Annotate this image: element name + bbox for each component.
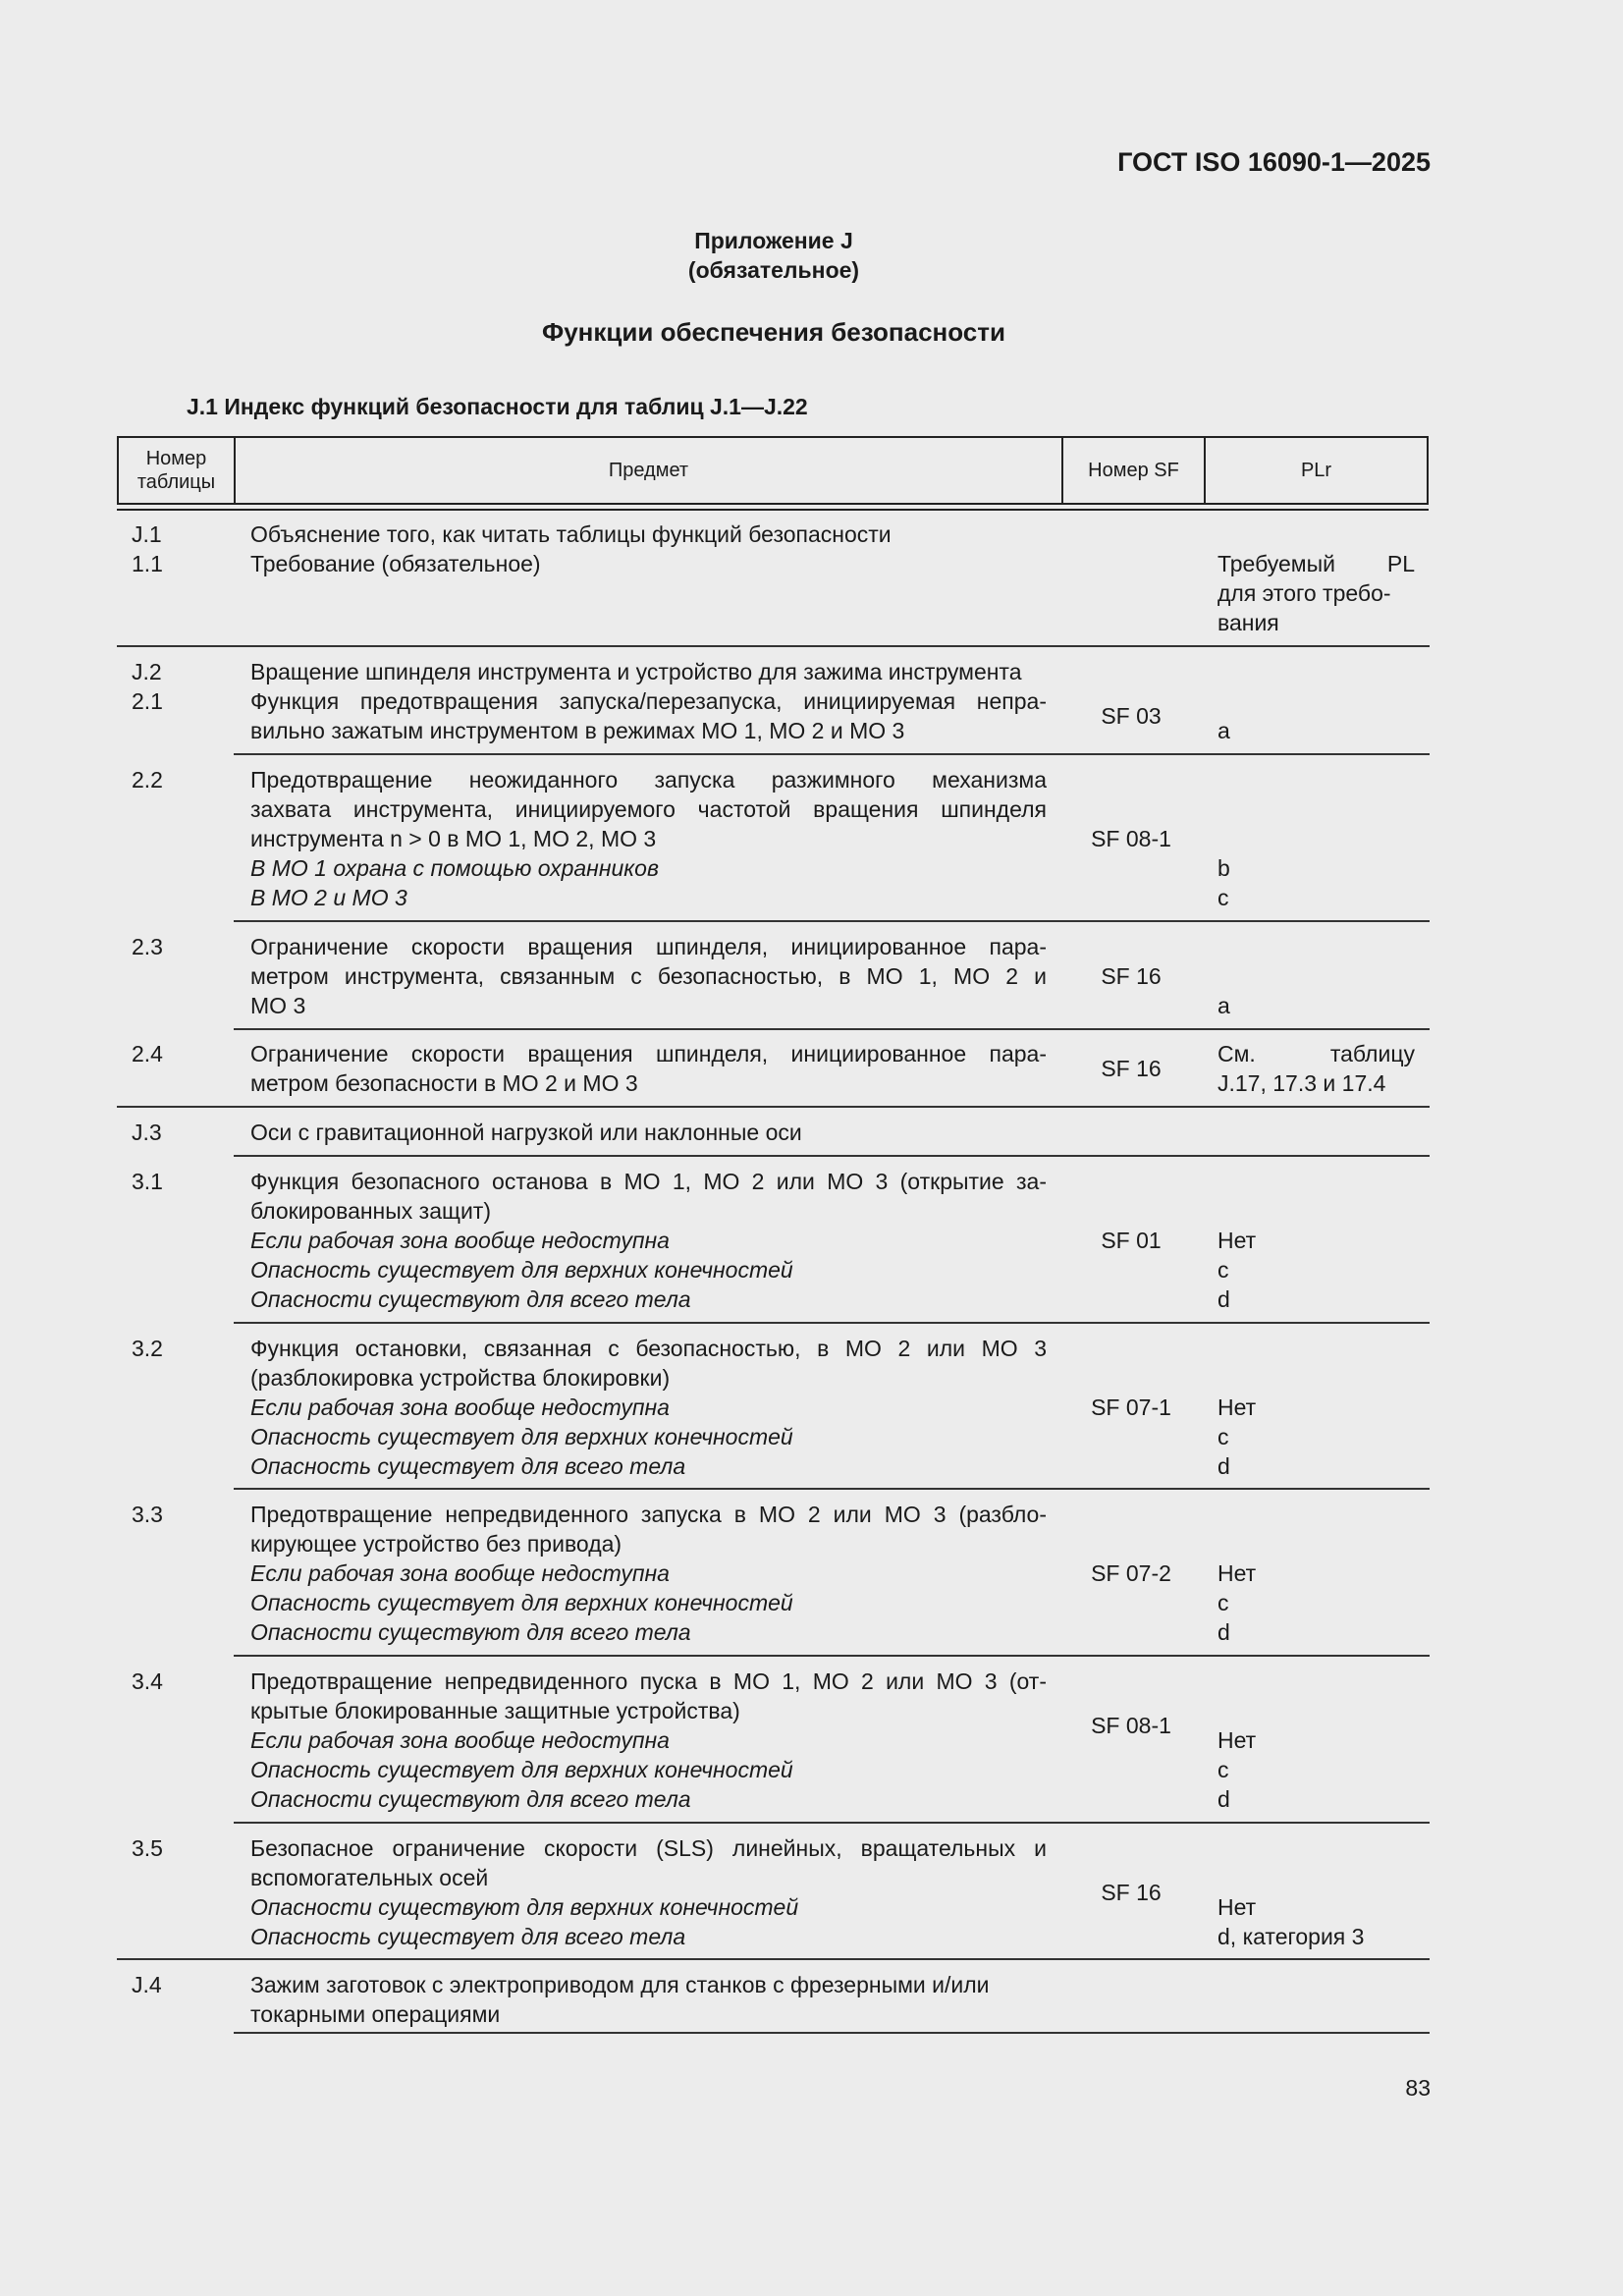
row-divider (117, 1958, 1430, 1960)
row-divider (234, 1822, 1430, 1824)
row-number: J.3 (132, 1120, 162, 1145)
row-divider (234, 1322, 1430, 1324)
page-number: 83 (1405, 2075, 1431, 2101)
row-subject: Объяснение того, как читать таблицы функций безопасности Требование (обязательное) (250, 521, 892, 576)
row-plr: Нет c d (1217, 1394, 1257, 1479)
row-plr: Требуемый PL для этого требо- вания (1217, 551, 1415, 635)
header-number-line1: Номер (145, 448, 207, 469)
row-plr: См. таблицу J.17, 17.3 и 17.4 (1217, 1041, 1415, 1096)
header-sf-number: Номер SF (1063, 438, 1206, 503)
row-number: 3.4 (132, 1668, 163, 1694)
row-subject: Ограничение скорости вращения шпинделя, инициированное пара- метром инструмента, связанным с безопасностью, в МО 1, МО 2 и МО 3 (250, 934, 1047, 1018)
row-number: 3.1 (132, 1169, 163, 1194)
row-plr: Нет c d (1217, 1560, 1257, 1645)
row-divider (117, 645, 1430, 647)
row-divider (117, 1106, 1430, 1108)
row-subject: Безопасное ограничение скорости (SLS) линейных, вращательных и вспомогательных осей Опасности существуют для верхних конечностей Опасность существует для всего тела (250, 1835, 1047, 1949)
row-divider (234, 753, 1430, 755)
header-subject: Предмет (236, 438, 1063, 503)
document-standard-id: ГОСТ ISO 16090-1—2025 (1117, 147, 1431, 177)
row-sf-number: SF 07-1 (1091, 1394, 1171, 1420)
row-number: 2.3 (132, 934, 163, 959)
row-subject: Функция безопасного останова в МО 1, МО 2 или МО 3 (открытие за- блокированных защит) Если рабочая зона вообще недоступна Опасность существует для верхних конечностей Опасности существуют для всего тела (250, 1169, 1047, 1312)
row-plr: Нет d, категория 3 (1217, 1894, 1365, 1949)
row-sf-number: SF 08-1 (1091, 1713, 1171, 1738)
row-plr: a (1217, 993, 1230, 1018)
row-number: 2.2 (132, 767, 163, 793)
appendix-title: Приложение J (694, 228, 853, 253)
row-number: 3.3 (132, 1502, 163, 1527)
row-subject: Зажим заготовок с электроприводом для станков с фрезерными и/или токарными операциями (250, 1972, 990, 2027)
table-header (117, 436, 1429, 505)
row-divider (234, 1155, 1430, 1157)
row-plr: b c (1217, 855, 1230, 910)
row-divider (234, 920, 1430, 922)
header-double-rule (117, 509, 1429, 511)
row-sf-number: SF 08-1 (1091, 826, 1171, 851)
row-subject: Оси с гравитационной нагрузкой или наклонные оси (250, 1120, 802, 1145)
row-subject: Вращение шпинделя инструмента и устройство для зажима инструмента Функция предотвращения запуска/перезапуска, инициируемая непра- вильно зажатым инструментом в режимах МО 1, МО 2 и МО 3 (250, 659, 1047, 743)
row-sf-number: SF 16 (1101, 1056, 1162, 1081)
row-number: J.4 (132, 1972, 162, 1997)
row-plr: a (1217, 718, 1230, 743)
header-plr: PLr (1300, 460, 1332, 481)
row-number: 3.2 (132, 1336, 163, 1361)
row-number: J.1 1.1 (132, 521, 163, 576)
table-caption: J.1 Индекс функций безопасности для таблиц J.1—J.22 (187, 394, 808, 419)
row-plr: Нет c d (1217, 1727, 1257, 1812)
row-subject: Предотвращение неожиданного запуска разжимного механизма захвата инструмента, инициируемого частотой вращения шпинделя инструмента n > 0 в МО 1, МО 2, МО 3 В МО 1 охрана с помощью охранников В МО 2 и МО 3 (250, 767, 1047, 910)
header-number-line2: таблицы (136, 471, 216, 493)
row-subject: Предотвращение непредвиденного запуска в МО 2 или МО 3 (разбло- кирующее устройство без привода) Если рабочая зона вообще недоступна Опасность существует для верхних конечностей Опасности существуют для всего тела (250, 1502, 1047, 1645)
row-sf-number: SF 16 (1101, 963, 1162, 989)
row-sf-number: SF 03 (1101, 703, 1162, 729)
row-number: J.2 2.1 (132, 659, 163, 714)
row-sf-number: SF 01 (1101, 1228, 1162, 1253)
header-table-number (119, 438, 236, 503)
appendix-note: (обязательное) (687, 257, 860, 283)
row-number: 2.4 (132, 1041, 163, 1066)
row-divider (234, 2032, 1430, 2034)
row-subject: Предотвращение непредвиденного пуска в МО 1, МО 2 или МО 3 (от- крытые блокированные защитные устройства) Если рабочая зона вообще недоступна Опасность существует для верхних конечностей Опасности существуют для всего тела (250, 1668, 1047, 1812)
row-subject: Функция остановки, связанная с безопасностью, в МО 2 или МО 3 (разблокировка устройства блокировки) Если рабочая зона вообще недоступна Опасность существует для верхних конечностей Опасность существует для всего тела (250, 1336, 1047, 1479)
row-divider (234, 1028, 1430, 1030)
row-divider (234, 1488, 1430, 1490)
row-sf-number: SF 07-2 (1091, 1560, 1171, 1586)
row-number: 3.5 (132, 1835, 163, 1861)
row-sf-number: SF 16 (1101, 1880, 1162, 1905)
row-divider (234, 1655, 1430, 1657)
row-plr: Нет c d (1217, 1228, 1257, 1312)
row-subject: Ограничение скорости вращения шпинделя, инициированное пара- метром безопасности в МО 2 и МО 3 (250, 1041, 1047, 1096)
section-title: Функции обеспечения безопасности (542, 317, 1005, 347)
